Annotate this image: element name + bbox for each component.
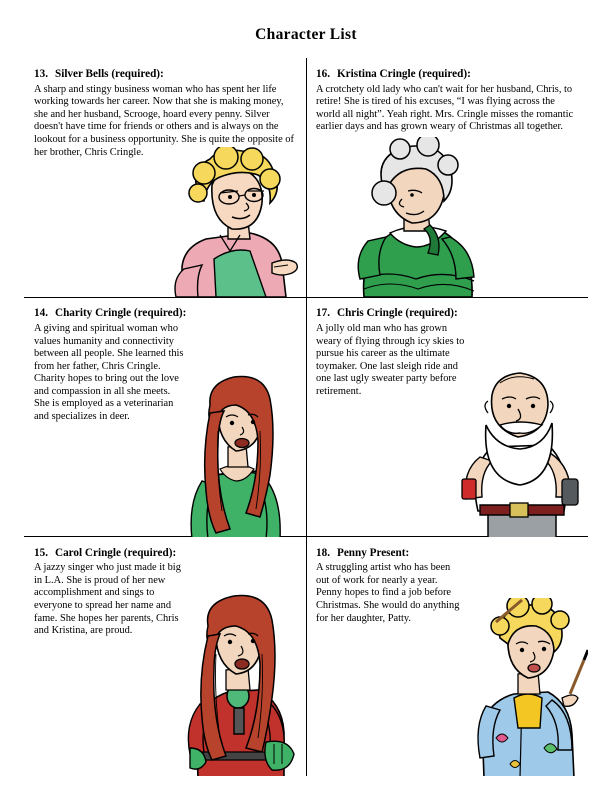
entry-14-heading: [34, 307, 296, 321]
entry-16-heading: [316, 68, 578, 82]
entry-18-text: A struggling artist who has been out of work for nearly a year. Penny hopes to find a job before Christmas. She would do anything for her daughter, Patty.: [316, 562, 460, 624]
silver-bells-illustration: [154, 147, 302, 297]
kristina-cringle-illustration: [346, 137, 496, 297]
entry-13-text: A sharp and stingy business woman who has spent her life working towards her career. Now that she is making money, she and her husband, Scrooge, hoard every penny. Silver doesn't have time for friends or others and is always on the lookout for a business opportunity. She is quite the opposite of her brother, Chris Cringle.: [34, 83, 294, 158]
entry-17-description: [316, 323, 578, 398]
entry-13-number: 13.: [34, 68, 48, 80]
character-grid: [24, 58, 588, 776]
entry-17-text: A jolly old man who has grown weary of flying through icy skies to pursue his career as the ultimate toymaker. One last sleigh ride and one last ugly sweater party before retirement.: [316, 322, 465, 397]
entry-15-number: 15.: [34, 546, 48, 559]
entry-18-description: [316, 562, 578, 625]
character-entry-17: [306, 297, 588, 536]
entry-15-name: Carol Cringle (required):: [54, 546, 177, 559]
entry-14-number: 14.: [34, 307, 48, 320]
entry-17-heading: [316, 307, 578, 321]
character-entry-13: [24, 58, 306, 297]
entry-16-text: A crotchety old lady who can't wait for her husband, Chris, to retire! She is tired of his excuses, “I was flying across the world all night”. Yeah right. Mrs. Cringle misses the romantic earlier days and has grown weary of Christmas all together.: [316, 83, 574, 133]
entry-17-name: Chris Cringle (required):: [336, 307, 458, 320]
entry-15-text: A jazzy singer who just made it big in L.A. She is proud of her new accomplishment and sings to everyone to spread her name and fame. She hopes her parents, Chris and Kristina, are proud.: [34, 562, 181, 637]
entry-13-heading: [34, 68, 296, 82]
entry-13-name: Silver Bells (required):: [54, 68, 164, 80]
entry-18-name: Penny Present:: [336, 546, 410, 559]
character-entry-16: [306, 58, 588, 297]
entry-17-number: 17.: [316, 307, 330, 320]
entry-16-number: 16.: [316, 68, 330, 80]
entry-15-heading: [34, 547, 296, 561]
entry-14-name: Charity Cringle (required):: [54, 307, 187, 320]
character-entry-15: [24, 537, 306, 776]
entry-15-description: [34, 562, 296, 637]
entry-16-description: [316, 84, 578, 134]
entry-14-description: [34, 323, 296, 424]
entry-18-heading: [316, 547, 578, 561]
entry-14-text: A giving and spiritual woman who values humanity and connectivity between all people. She learned this from her father, Chris Cringle. Charity hopes to bring out the love and compassion in all she meets. She is employed as a veterinarian and specializes in deer.: [34, 322, 184, 423]
entry-13-description: [34, 84, 296, 159]
character-entry-18: [306, 537, 588, 776]
page-title: Character List: [255, 26, 357, 43]
character-entry-14: [24, 297, 306, 536]
entry-16-name: Kristina Cringle (required):: [336, 68, 471, 80]
entry-18-number: 18.: [316, 546, 330, 559]
